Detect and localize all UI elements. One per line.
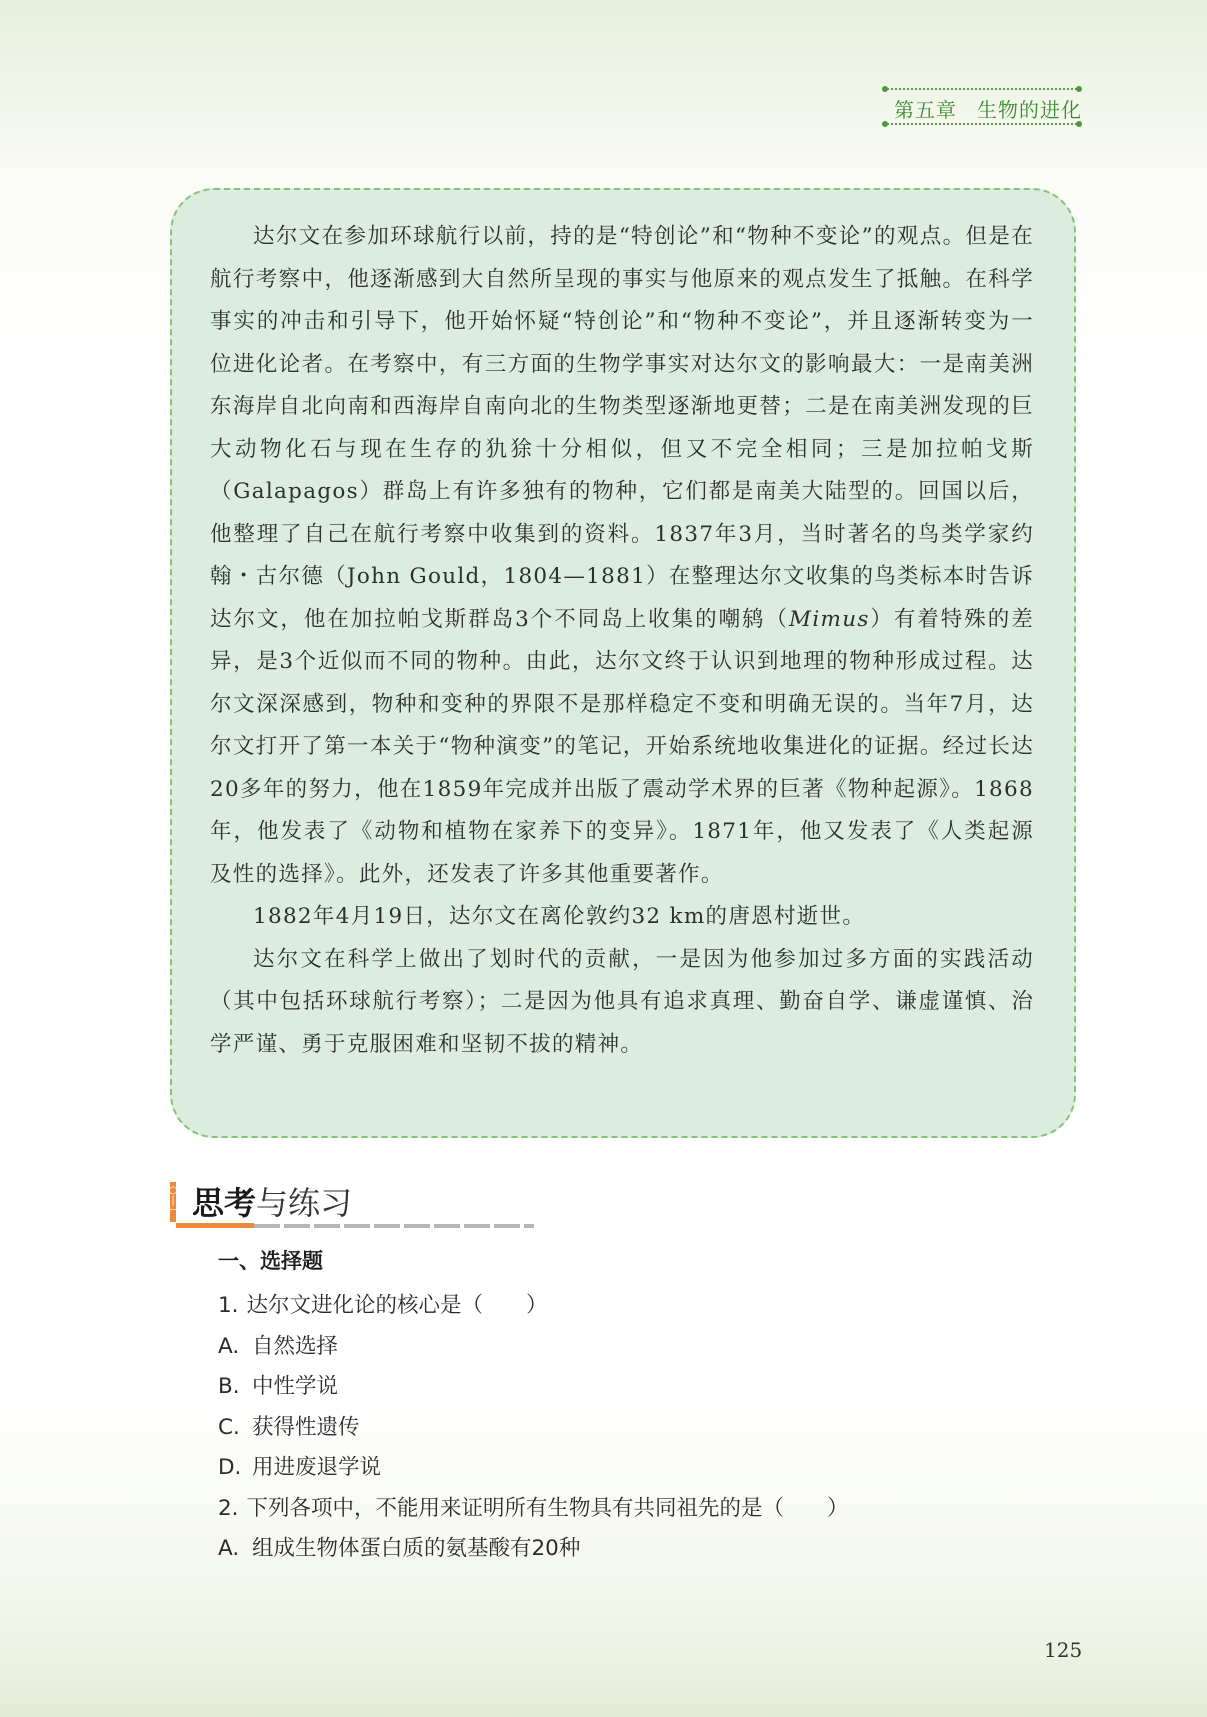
option-text: 用进废退学说: [252, 1455, 382, 1480]
paragraph-text: 达尔文在参加环球航行以前，持的是“特创论”和“物种不变论”的观点。但是在航行考察中，他逐渐感到大自然所呈现的事实与他原来的观点发生了抵触。在科学事实的冲击和引导下，他开始怀疑“特创论”和“物种不变论”，并且逐渐转变为一位进化论者。在考察中，有三方面的生物学事实对达尔文的影响最大：一是南美洲东海岸自北向南和西海岸自南向北的生物类型逐渐地更替；二是在南美洲发现的巨大动物化石与现在生存的犰狳十分相似，但又不完全相同；三是加拉帕戈斯（Galapagos）群岛上有许多独有的物种，它们都是南美大陆型的。回国以后，他整理了自己在航行考察中收集到的资料。1837年3月，当时著名的鸟类学家约翰・古尔德（John Gould，1804—1881）在整理达尔文收集的鸟类标本时告诉达尔文，他在加拉帕戈斯群岛3个不同岛上收集的嘲鸫（: [210, 224, 1034, 632]
box-paragraph-2: 1882年4月19日，达尔文在离伦敦约32 km的唐恩村逝世。: [253, 904, 866, 929]
question-number: 1.: [218, 1293, 239, 1318]
chapter-number: 第五章: [894, 98, 957, 122]
chapter-title: [894, 94, 1082, 123]
option-label: C.: [218, 1414, 240, 1440]
option-label: A.: [218, 1333, 240, 1359]
box-paragraph-3: 达尔文在科学上做出了划时代的贡献，一是因为他参加过多方面的实践活动（其中包括环球航行考察）；二是因为他具有追求真理、勤奋自学、谦虚谨慎、治学严谨、勇于克服困难和坚韧不拔的精神。: [210, 946, 1034, 1057]
option-label: A.: [218, 1536, 240, 1561]
option-item: [218, 1408, 1078, 1449]
question-text: 达尔文进化论的核心是（ ）: [246, 1293, 548, 1318]
box-paragraph-1: [210, 216, 1034, 896]
option-text: 自然选择: [252, 1333, 339, 1359]
header-bottom-rule: [884, 123, 1080, 125]
chapter-name: 生物的进化: [977, 98, 1082, 122]
section-title: [192, 1178, 352, 1224]
key-icon: ○ | ⊢: [168, 1185, 178, 1216]
header-dot: [1076, 86, 1082, 92]
paragraph-text: ）有着特殊的差异，是3个近似而不同的物种。由此，达尔文终于认识到地理的物种形成过程。达尔文深深感到，物种和变种的界限不是那样稳定不变和明确无误的。当年7月，达尔文打开了第一本关于“物种演变”的笔记，开始系统地收集进化的证据。经过长达20多年的努力，他在1859年完成并出版了震动学术界的巨著《物种起源》。1868年，他发表了《动物和植物在家养下的变异》。1871年，他又发表了《人类起源及性的选择》。此外，还发表了许多其他重要著作。: [210, 606, 1034, 887]
reading-box: [170, 188, 1076, 1138]
question-2: [218, 1489, 1078, 1530]
section-title-light: 与练习: [256, 1184, 353, 1222]
header-top-rule: [884, 88, 1080, 90]
header-dot: [882, 121, 888, 127]
section-title-bold: 思考: [192, 1184, 257, 1222]
chapter-header: [884, 86, 1080, 126]
option-item: [218, 1367, 1078, 1408]
question-1: [218, 1286, 1078, 1327]
option-text: 组成生物体蛋白质的氨基酸有20种: [252, 1536, 581, 1561]
option-label: D.: [218, 1455, 242, 1480]
heading-underline-orange: [176, 1223, 254, 1228]
option-item: [218, 1448, 1078, 1489]
option-label: B.: [218, 1374, 240, 1399]
question-number: 2.: [218, 1495, 239, 1521]
option-text: 中性学说: [252, 1374, 339, 1399]
exercise-list: [218, 1246, 1078, 1570]
section-heading: [170, 1176, 370, 1226]
heading-underline-gray: [254, 1224, 534, 1228]
option-item: [218, 1529, 1078, 1570]
exercise-subtitle: 一、选择题: [218, 1249, 323, 1273]
option-text: 获得性遗传: [252, 1414, 360, 1440]
header-dot: [882, 86, 888, 92]
option-item: [218, 1327, 1078, 1368]
species-name-italic: Mimus: [789, 606, 870, 632]
page-number: 125: [1044, 1638, 1083, 1662]
question-text: 下列各项中，不能用来证明所有生物具有共同祖先的是（ ）: [246, 1495, 849, 1521]
